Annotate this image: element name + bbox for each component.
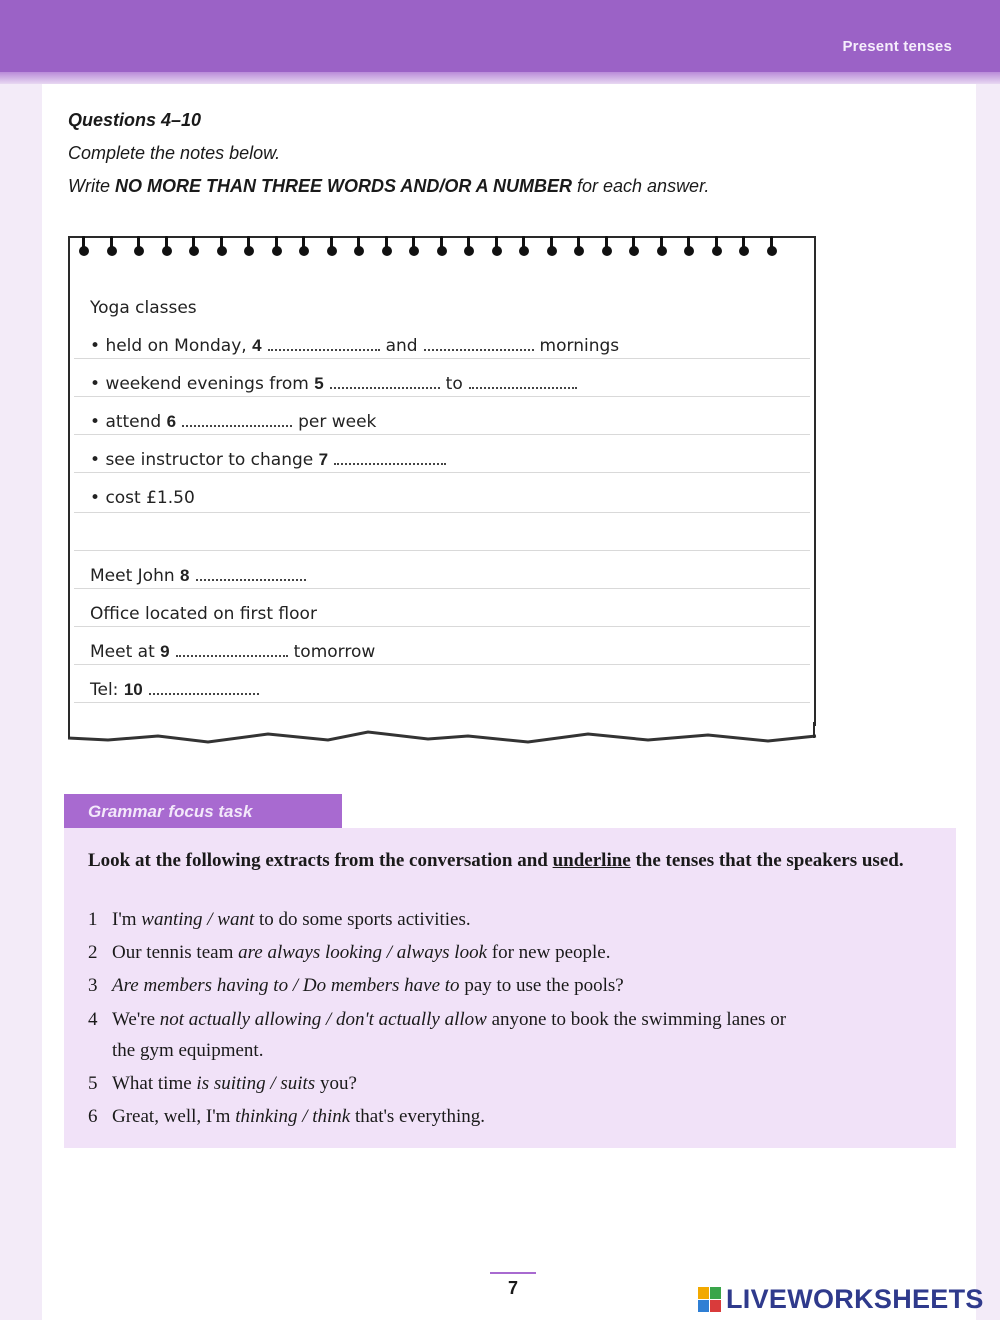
ring-icon (353, 236, 369, 258)
grammar-focus-box (64, 828, 956, 1148)
questions-heading: Questions 4–10 (68, 110, 202, 130)
tense-choice[interactable]: are always looking / always look (238, 942, 488, 963)
ring-icon (106, 236, 122, 258)
tense-choice[interactable]: Are members having to / Do members have to (112, 975, 460, 996)
instruction-word-limit: Write NO MORE THAN THREE WORDS AND/OR A NUMBER for each answer. (68, 176, 710, 196)
answer-blank-5b[interactable] (469, 375, 577, 389)
answer-blank-9[interactable] (176, 643, 288, 657)
note-bullet-instructor: • see instructor to change 7 (90, 450, 452, 470)
note-meet-john: Meet John 8 (90, 566, 312, 586)
ring-icon (326, 236, 342, 258)
answer-blank-4[interactable] (268, 337, 380, 351)
note-bullet-attend: • attend 6 per week (90, 412, 377, 432)
rule-line (74, 588, 810, 589)
note-office: Office located on first floor (90, 604, 317, 624)
ring-icon (683, 236, 699, 258)
ring-icon (408, 236, 424, 258)
ring-icon (656, 236, 672, 258)
logo-icon (698, 1287, 722, 1313)
rule-line (74, 396, 810, 397)
brand-name: LIVEWORKSHEETS (726, 1284, 984, 1314)
tense-choice[interactable]: is suiting / suits (196, 1073, 316, 1094)
answer-blank-4b[interactable] (424, 337, 534, 351)
liveworksheets-logo (698, 1284, 984, 1315)
ring-icon (546, 236, 562, 258)
ring-icon (381, 236, 397, 258)
grammar-item: 6 Great, well, I'm thinking / think that's everything. (88, 1106, 486, 1127)
ring-icon (78, 236, 94, 258)
rule-line (74, 472, 810, 473)
ring-icon (766, 236, 782, 258)
grammar-item: 3 Are members having to / Do members have to pay to use the pools? (88, 975, 624, 996)
ring-icon (711, 236, 727, 258)
rule-line (74, 550, 810, 551)
section-title: Present tenses (842, 38, 952, 55)
ring-icon (216, 236, 232, 258)
right-margin (976, 84, 1000, 1320)
ring-icon (298, 236, 314, 258)
answer-blank-6[interactable] (182, 413, 292, 427)
rule-line (74, 626, 810, 627)
ring-icon (491, 236, 507, 258)
ring-icon (601, 236, 617, 258)
grammar-item: 1 I'm wanting / want to do some sports activities. (88, 909, 471, 930)
answer-blank-8[interactable] (196, 567, 306, 581)
rule-line (74, 702, 810, 703)
rule-line (74, 664, 810, 665)
grammar-item: 5 What time is suiting / suits you? (88, 1073, 357, 1094)
tense-choice[interactable]: wanting / want (141, 909, 255, 930)
answer-blank-10[interactable] (149, 681, 259, 695)
ring-icon (518, 236, 534, 258)
grammar-instruction: Look at the following extracts from the conversation and underline the tenses that the speakers used. (88, 850, 904, 871)
ring-icon (463, 236, 479, 258)
header-fade (0, 72, 1000, 84)
ring-icon (738, 236, 754, 258)
rule-line (74, 358, 810, 359)
torn-edge (68, 722, 820, 752)
spiral-binding (78, 236, 782, 258)
answer-blank-7[interactable] (334, 451, 446, 465)
page-number: 7 (490, 1272, 536, 1299)
note-bullet-cost: • cost £1.50 (90, 488, 195, 508)
tense-choice[interactable]: not actually allowing / don't actually allow (159, 1009, 487, 1030)
instruction-complete: Complete the notes below. (68, 143, 281, 163)
ring-icon (573, 236, 589, 258)
grammar-focus-tab: Grammar focus task (64, 794, 342, 828)
ring-icon (628, 236, 644, 258)
left-margin (0, 84, 42, 1320)
rule-line (74, 512, 810, 513)
ring-icon (243, 236, 259, 258)
ring-icon (133, 236, 149, 258)
note-bullet-days: • held on Monday, 4 and mornings (90, 336, 620, 356)
rule-line (74, 434, 810, 435)
answer-blank-5[interactable] (330, 375, 440, 389)
note-meet-at: Meet at 9 tomorrow (90, 642, 376, 662)
grammar-item: 2 Our tennis team are always looking / always look for new people. (88, 942, 611, 963)
note-bullet-weekend: • weekend evenings from 5 to (90, 374, 583, 394)
ring-icon (188, 236, 204, 258)
tense-choice[interactable]: thinking / think (235, 1106, 351, 1127)
ring-icon (436, 236, 452, 258)
notes-title: Yoga classes (90, 298, 197, 318)
ring-icon (161, 236, 177, 258)
grammar-item: 4 We're not actually allowing / don't actually allow anyone to book the swimming lanes or the gym equipment. (88, 1009, 787, 1061)
ring-icon (271, 236, 287, 258)
notepad (68, 236, 816, 736)
note-tel: Tel: 10 (90, 680, 265, 700)
